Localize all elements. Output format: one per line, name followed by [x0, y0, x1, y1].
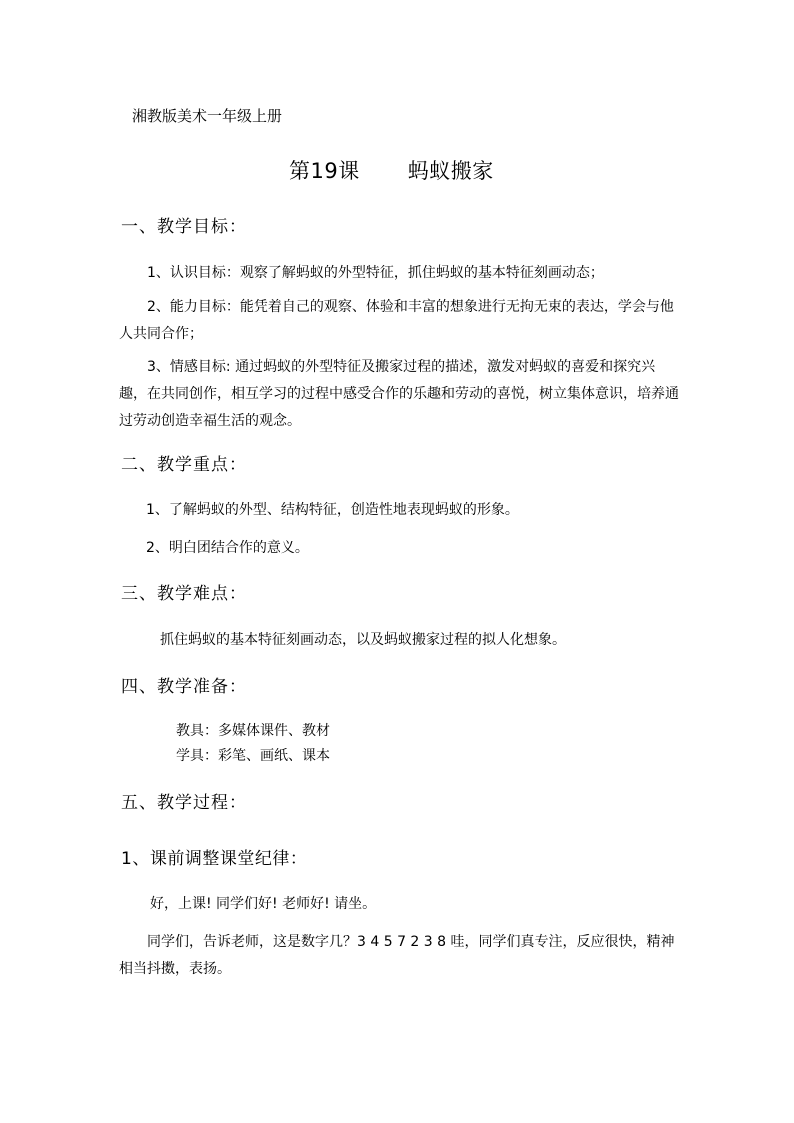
classroom-dialogue-2: 同学们，告诉老师，这是数字几？3 4 5 7 2 3 8 哇，同学们真专注，反应很快，精神相当抖擞，表扬。: [119, 934, 675, 977]
section-heading-preparation: 四、教学准备：: [121, 677, 247, 697]
section-heading-key-points: 二、教学重点：: [121, 455, 247, 475]
student-materials: 学具：彩笔、画纸、课本: [176, 748, 330, 764]
section-heading-objectives: 一、教学目标：: [121, 217, 247, 237]
lesson-number: 第19课: [289, 159, 360, 183]
objective-item-1: 1、认识目标：观察了解蚂蚁的外型特征，抓住蚂蚁的基本特征刻画动态；: [147, 265, 604, 281]
textbook-series-label: 湘教版美术一年级上册: [132, 107, 283, 125]
teacher-materials: 教具：多媒体课件、教材: [176, 723, 330, 739]
lesson-name: 蚂蚁搬家: [407, 159, 494, 183]
difficulty-text: 抓住蚂蚁的基本特征刻画动态，以及蚂蚁搬家过程的拟人化想象。: [160, 632, 566, 648]
classroom-dialogue-1: 好，上课! 同学们好! 老师好! 请坐。: [150, 896, 377, 912]
section-heading-difficulties: 三、教学难点：: [121, 584, 247, 604]
key-point-item-1: 1、了解蚂蚁的外型、结构特征，创造性地表现蚂蚁的形象。: [146, 502, 519, 518]
objective-item-2: 2、能力目标：能凭着自己的观察、体验和丰富的想象进行无拘无束的表达，学会与他人共同合作；: [119, 299, 674, 342]
section-heading-process: 五、教学过程：: [121, 793, 247, 813]
process-step-1-heading: 1、课前调整课堂纪律：: [121, 849, 308, 869]
key-point-item-2: 2、明白团结合作的意义。: [146, 540, 309, 556]
lesson-title: [289, 161, 494, 182]
objective-item-3: 3、情感目标: 通过蚂蚁的外型特征及搬家过程的描述，激发对蚂蚁的喜爱和探究兴趣，在共同创作，相互学习的过程中感受合作的乐趣和劳动的喜悦，树立集体意识，培养通过劳动创造幸福生活的观念。: [119, 359, 679, 429]
